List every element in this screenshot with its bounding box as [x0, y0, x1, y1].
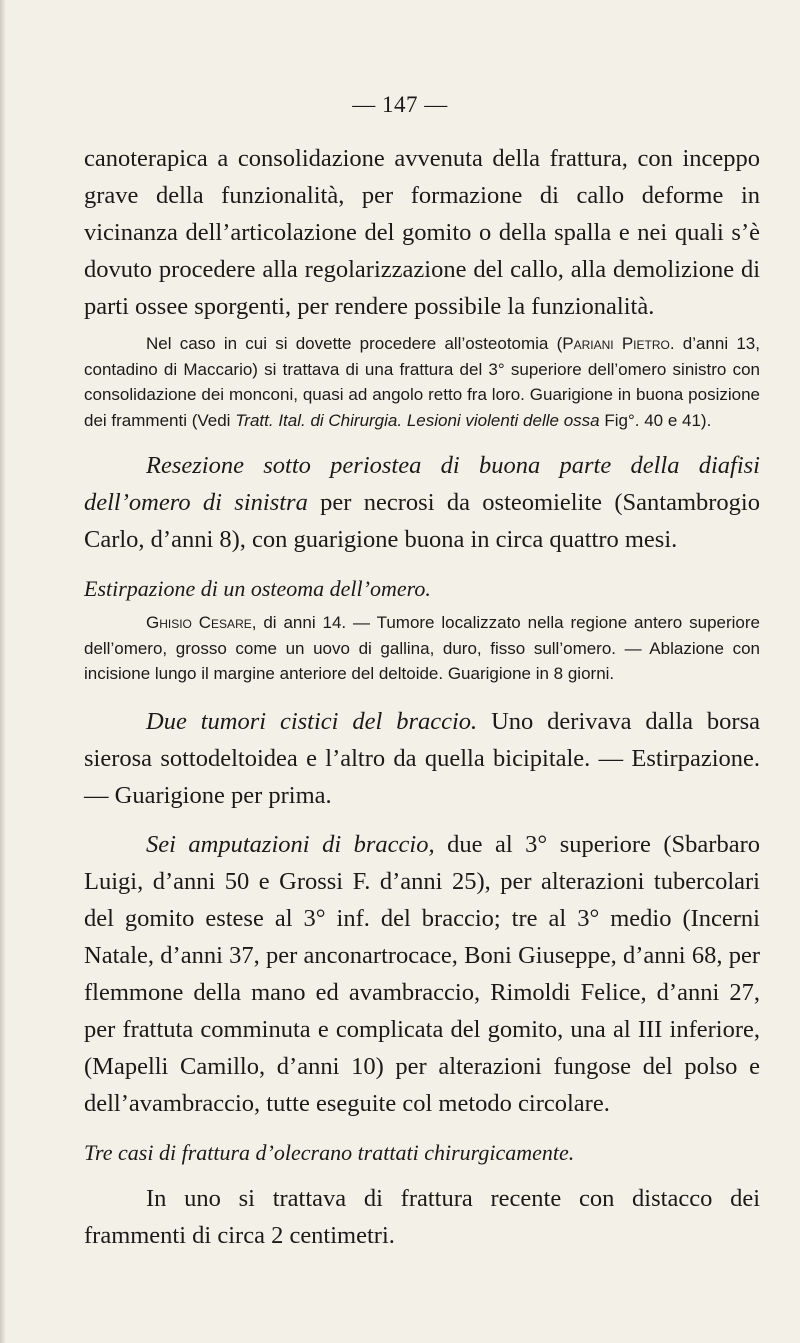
patient-name-ghisio: Ghisio Cesare, — [146, 613, 257, 632]
section-osteoma-heading: Estirpazione di un osteoma dell’omero. — [84, 576, 431, 601]
reference-treatise: Tratt. Ital. di Chirurgia. Lesioni violenti delle ossa — [235, 410, 600, 430]
section-resection — [84, 447, 760, 558]
case-osteotomy — [84, 331, 760, 433]
section-amputations-title: Sei amputazioni di braccio, — [146, 830, 435, 858]
case-osteotomy-intro: Nel caso in cui si dovette procedere all’osteotomia ( — [146, 334, 563, 353]
section-amputations-text: due al 3° superiore (Sbarbaro Luigi, d’anni 50 e Grossi F. d’anni 25), per alterazioni tubercolari del gomito estese al 3° inf. del braccio; tre al 3° medio (Incerni Natale, d’anni 37, per anconartrocace, Boni Giuseppe, d’anni 68, per flemmone della mano ed avambraccio, Rimoldi Felice, d’anni 27, per frattuta comminuta e complicata del gomito, una al III inferiore, (Mapelli Camillo, d’anni 10) per alterazioni fungose del polso e dell’avambraccio, tutte eseguite col metodo circolare. — [84, 830, 760, 1117]
section-olecranon-heading: Tre casi di frattura d’olecrano trattati chirurgicamente. — [84, 1139, 575, 1165]
scan-edge-shadow — [0, 0, 6, 1343]
section-cystic-tumors-title: Due tumori cistici del braccio. — [146, 707, 478, 735]
page-number: — 147 — — [352, 92, 448, 117]
paragraph-continuation: canoterapica a consolidazione avvenuta della frattura, con inceppo grave della funzionalità, per formazione di callo deforme in vicinanza dell’articolazione del gomito o della spalla e nei quali s’è dovuto procedere alla regolarizzazione del callo, alla demolizione di parti ossee sporgenti, per rendere possibile la funzionalità. — [84, 145, 760, 320]
section-resection-title: Resezione sotto periostea di buona parte della diafisi dell’omero di sinistra — [84, 452, 760, 516]
section-cystic-tumors — [84, 703, 760, 814]
section-olecranon-text: In uno si trattava di frattura recente con distacco dei frammenti di circa 2 centimetri. — [84, 1184, 760, 1249]
case-osteotomy-text: d’anni 13, contadino di Maccario) si trattava di una frattura del 3° superiore dell’omero sinistro con consolidazione dei monconi, quasi ad angolo retto fra loro. Guarigione in buona posizione dei frammenti (Vedi — [84, 334, 760, 430]
section-osteoma-text: di anni 14. — Tumore localizzato nella regione antero superiore dell’omero, grosso come un uovo di gallina, duro, fisso sull’omero. — Ablazione con incisione lungo il margine anteriore del deltoide. Guarigione in 8 giorni. — [84, 613, 760, 683]
section-resection-text: per necrosi da osteomielite (Santambrogio Carlo, d’anni 8), con guarigione buona in circa quattro mesi. — [84, 489, 760, 553]
reference-figures: Fig°. 40 e 41). — [599, 410, 712, 430]
page-body — [84, 140, 760, 1254]
section-amputations — [84, 826, 760, 1122]
section-cystic-tumors-text: Uno derivava dalla borsa sierosa sottodeltoidea e l’altro da quella bicipitale. — Estirpazione. — Guarigione per prima. — [84, 707, 760, 809]
section-osteoma-case — [84, 610, 760, 687]
patient-name-pariani: Pariani Pietro. — [562, 334, 675, 353]
